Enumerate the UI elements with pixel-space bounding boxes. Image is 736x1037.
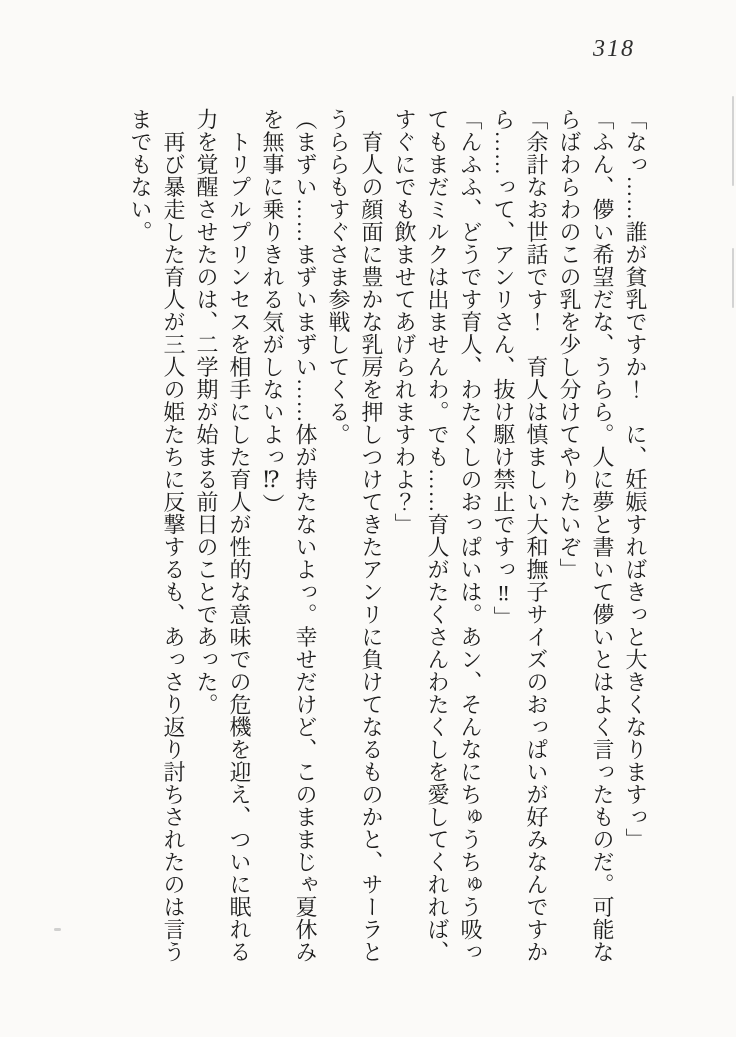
text-line: （まずい……まずいまずい……体が持たないよっ。幸せだけど、このままじゃ夏休み [293,108,318,963]
text-line: てもまだミルクは出ませんわ。でも……育人がたくさんわたくしを愛してくれれば、 [425,108,450,963]
text-line: 育人の顔面に豊かな乳房を押しつけてきたアンリに負けてなるものかと、サーラと [359,108,384,963]
text-line: すぐにでも飲ませてあげられますわよ？」 [392,108,417,536]
text-line: 再び暴走した育人が三人の姫たちに反撃するも、あっさり返り討ちされたのは言う [161,108,186,963]
text-line: らばわらわのこの乳を少し分けてやりたいぞ」 [557,108,582,581]
text-line: 「なっ……誰が貧乳ですか！ に、妊娠すればきっと大きくなりますっ」 [623,108,648,851]
text-line: 「ふん、儚い希望だな、うらら。人に夢と書いて儚いとはよく言ったものだ。可能な [590,108,615,963]
text-line: 力を覚醒させたのは、二学期が始まる前日のことであった。 [194,108,219,716]
text-line: を無事に乗りきれる気がしないよっ⁉） [260,108,285,516]
scan-edge-artifact [732,248,734,308]
scan-speck-artifact [54,928,61,931]
text-line: うららもすぐさま参戦してくる。 [326,108,351,446]
scan-edge-artifact [732,96,734,186]
text-line: までもない。 [128,108,153,243]
text-line: 「余計なお世話です！ 育人は慎ましい大和撫子サイズのおっぱいが好みなんですか [524,108,549,963]
page-number: 318 [593,36,635,62]
text-line: 「んふふ、どうです育人、わたくしのおっぱいは。あン、そんなにちゅうちゅう吸っ [458,108,483,963]
vertical-text-block [124,108,652,1024]
text-line: ら……って、アンリさん、抜け駆け禁止ですっ‼」 [491,108,516,629]
text-line: トリプルプリンセスを相手にした育人が性的な意味での危機を迎え、ついに眠れる [227,108,252,963]
